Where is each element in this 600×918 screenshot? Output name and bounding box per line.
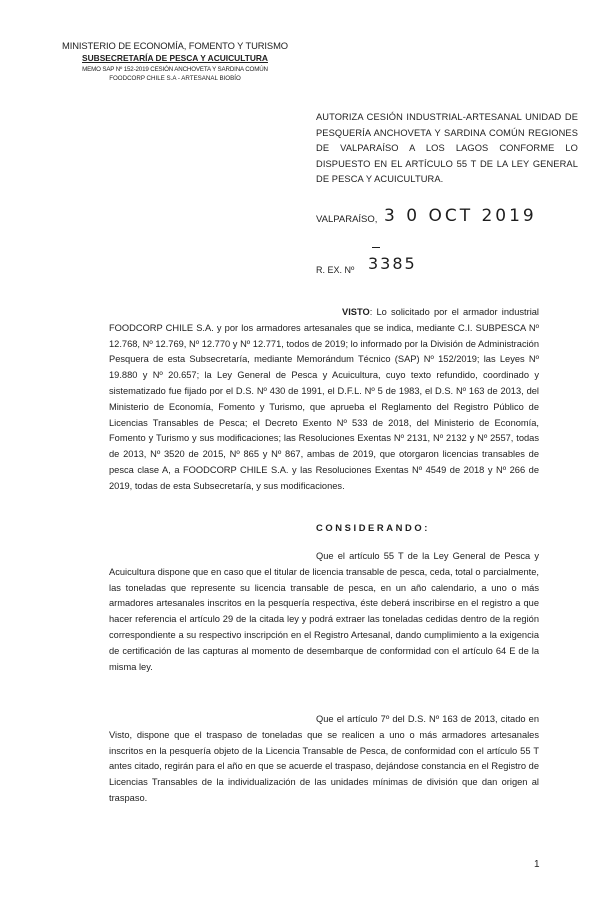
resolution-number-stamp: 3385 <box>368 254 417 273</box>
ministry-name: MINISTERIO DE ECONOMÍA, FOMENTO Y TURISMO <box>62 40 288 51</box>
memo-reference: MEMO SAP Nº 152-2019 CESIÓN ANCHOVETA Y SARDINA COMÚN <box>82 66 268 73</box>
visto-paragraph <box>109 305 539 495</box>
page-number: 1 <box>534 859 540 870</box>
date-stamp: 3 0 OCT 2019 <box>384 206 537 226</box>
visto-text: : Lo solicitado por el armador industrial FOODCORP CHILE S.A. y por los armadores artesanales que se indica, mediante C.I. SUBPESCA Nº 12.768, Nº 12.769, Nº 12.770 y Nº 12.771, todos de 2019; lo informado por la División de Administración Pesquera de esta Subsecretaría, mediante Memorándum Técnico (SAP) Nº 152/2019; las Leyes Nº 19.880 y Nº 20.657; la Ley General de Pesca y Acuicultura, cuyo texto refundido, coordinado y sistematizado fue fijado por el D.S. Nº 430 de 1991, el D.F.L. Nº 5 de 1983, el D.S. Nº 163 de 2013, del Ministerio de Economía, Fomento y Turismo, que aprueba el Reglamento del Registro Público de Licencias Transables de Pesca; el Decreto Exento Nº 533 de 2018, del Ministerio de Economía, Fomento y Turismo y sus modificaciones; las Resoluciones Exentas Nº 2131, Nº 2132 y Nº 2557, todas de 2013, Nº 3520 de 2015, Nº 865 y Nº 867, ambas de 2019, que otorgaron licencias transables de pesca clase A, a FOODCORP CHILE S.A. y las Resoluciones Exentas Nº 4549 de 2018 y Nº 266 de 2019, todas de esta Subsecretaría, y sus modificaciones. <box>109 307 539 491</box>
subsecretariat-name: SUBSECRETARÍA DE PESCA Y ACUICULTURA <box>82 53 268 63</box>
resolution-subject <box>316 110 578 188</box>
considerando-text-2: Que el artículo 7º del D.S. Nº 163 de 2013, citado en Visto, dispone que el traspaso de toneladas que se realicen a uno o más armadores artesanales inscritos en la pesquería objeto de la Licencia Transable de Pesca, de conformidad con el artículo 55 T antes citado, regirán para el año en que se acuerde el traspaso, dejándose constancia en el Registro de Licencias Transables de la individualización de las unidades mínimas de división que dan origen al traspaso. <box>109 714 539 803</box>
considerando-heading: CONSIDERANDO: <box>316 522 431 533</box>
letterhead <box>55 40 295 82</box>
company-reference: FOODCORP CHILE S.A - ARTESANAL BIOBÍO <box>109 75 241 82</box>
number-stamp-mark <box>372 247 380 248</box>
considerando-text-1: Que el artículo 55 T de la Ley General de Pesca y Acuicultura dispone que en caso que el titular de licencia transable de pesca, ceda, total o parcialmente, las toneladas que represente su licencia transable de pesca, en un año calendario, a uno o más armadores artesanales inscritos en la pesquería respectiva, éste deberá inscribirse en el registro a que hacer referencia el artículo 29 de la citada ley y podrá extraer las toneladas cedidas dentro de la región correspondiente a su respectivo inscripción en el Registro Artesanal, dando cumplimiento a la exigencia de certificación de las capturas al momento de desembarque de conformidad con el artículo 64 E de la misma ley. <box>109 551 539 672</box>
place-label: VALPARAÍSO, <box>316 214 378 225</box>
visto-label: VISTO <box>342 307 370 317</box>
considerando-paragraph-1 <box>109 549 539 675</box>
subject-text: AUTORIZA CESIÓN INDUSTRIAL-ARTESANAL UNIDAD DE PESQUERÍA ANCHOVETA Y SARDINA COMÚN REGIONES DE VALPARAÍSO A LOS LAGOS CONFORME LO DISPUESTO EN EL ARTÍCULO 55 T DE LA LEY GENERAL DE PESCA Y ACUICULTURA. <box>316 112 578 185</box>
considerando-paragraph-2 <box>109 712 539 807</box>
resolution-label: R. EX. Nº <box>316 265 355 275</box>
